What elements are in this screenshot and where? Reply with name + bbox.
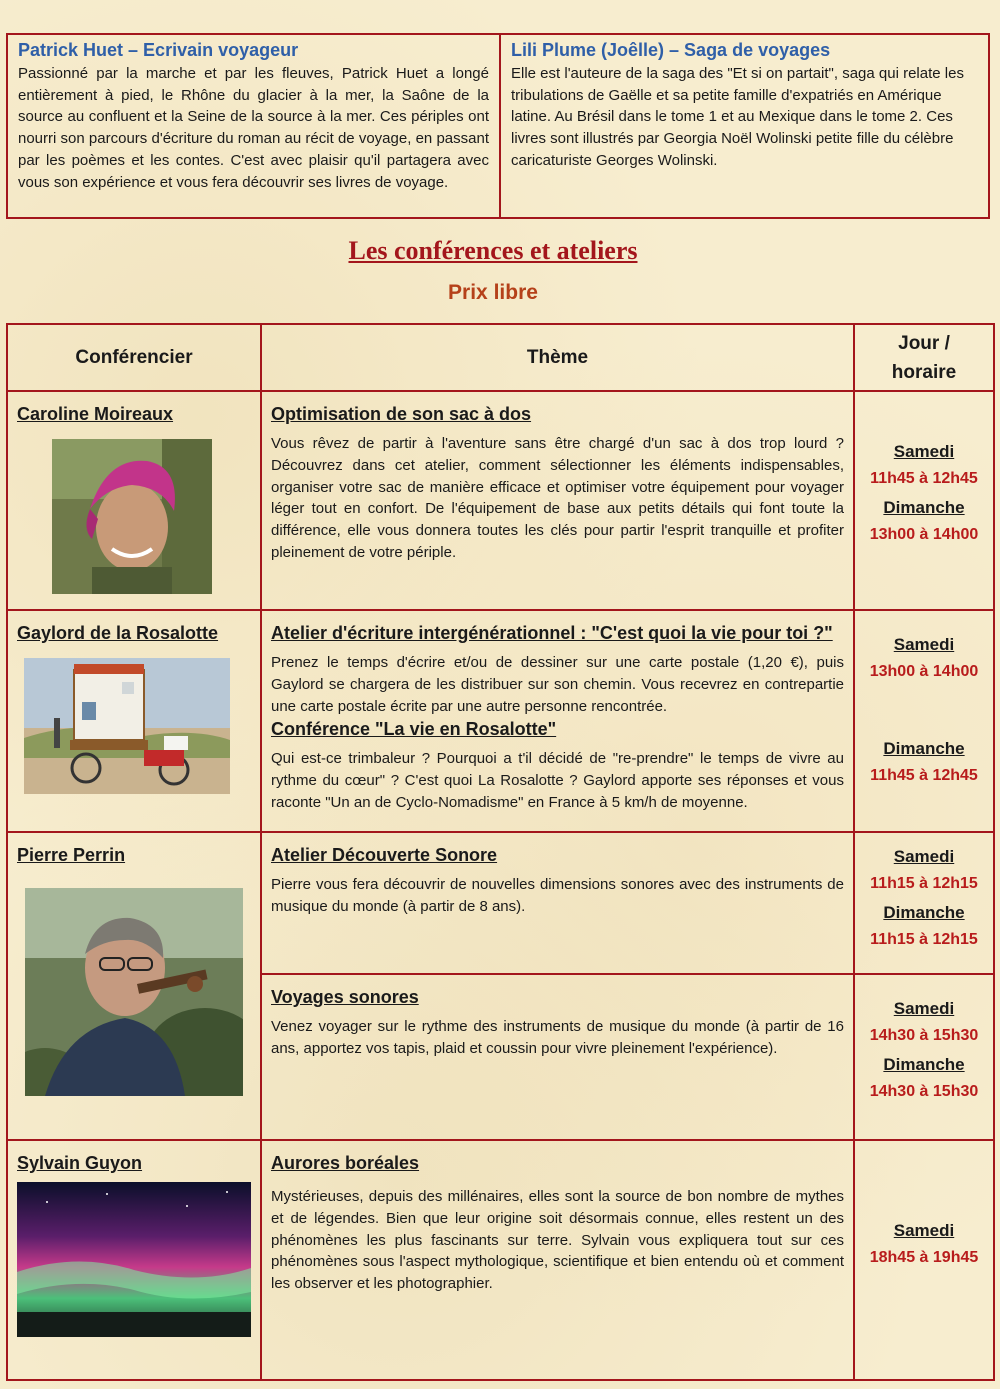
theme-cell [261,391,854,610]
speaker-photo-caroline [52,439,212,594]
theme-description: Vous rêvez de partir à l'aventure sans être chargé d'un sac à dos trop lourd ? Découvrez dans cet atelier, comment sélectionner les éléments indispensables, organiser votre sac de manière efficace et optimiser votre équipement pour voyager léger tout en confort. De l'équipement de base aux petits détails qui font toute la différence, elle vous donnera toutes les clés pour partir l'esprit tranquille et profiter pleinement de votre périple. [271,435,844,561]
table-row [7,391,994,610]
table-row [7,610,994,832]
theme-title: Aurores boréales [271,1153,420,1173]
header-time [854,324,994,391]
table-row [7,1140,994,1380]
theme-cell [261,610,854,832]
schedule-cell [854,1140,994,1380]
speaker-name: Caroline Moireaux [17,404,174,424]
section-title: Les conférences et ateliers [348,236,638,265]
header-time-line1: Jour / [898,332,950,354]
theme-title: Atelier Découverte Sonore [271,845,498,865]
theme-title: Conférence "La vie en Rosalotte" [271,719,557,740]
theme-title: Optimisation de son sac à dos [271,404,532,424]
speaker-cell [7,1140,261,1380]
author-description: Passionné par la marche et par les fleuves, Patrick Huet a longé entièrement à pied, le Rhône du glacier à la mer, la Saône de la source au confluent et la Seine de la source à la mer. Ces périples ont nourri son parcours d'écriture du roman au récit de voyage, en passant par les poèmes et les contes. C'est avec plaisir qu'il partagera avec vous son expérience et vous fera découvrir ses livres de voyage. [18,65,489,191]
header-speaker: Conférencier [7,324,261,391]
theme-cell [261,1140,854,1380]
speaker-cell [7,610,261,832]
theme-description: Pierre vous fera découvrir de nouvelles dimensions sonores avec des instruments de musique du monde (à partir de 8 ans). [271,876,844,915]
schedule-day: Dimanche [883,739,965,758]
author-lili-plume [501,35,988,217]
theme-title: Voyages sonores [271,987,419,1007]
theme-cell [261,832,854,974]
theme-description: Qui est-ce trimbaleur ? Pourquoi a t'il décidé de "re-prendre" le temps de vivre au rythme du cœur" ? C'est quoi La Rosalotte ? Gaylord apporte ses réponses et vous raconte "Un an de Cyclo-Nomadisme" en France à 5 km/h de moyenne. [271,750,844,811]
schedule-day: Samedi [893,999,955,1018]
section-subtitle: Prix libre [448,281,538,304]
schedule-cell [854,610,994,832]
author-name: Lili Plume (Joêlle) – Saga de voyages [511,40,831,60]
schedule-day: Samedi [893,847,955,866]
schedule-hour: 11h15 à 12h15 [870,931,978,948]
schedule-cell [854,832,994,974]
schedule-hour: 13h00 à 14h00 [869,526,979,543]
speaker-cell [7,832,261,1140]
speaker-name: Gaylord de la Rosalotte [17,623,219,643]
table-header-row [7,324,994,391]
conferences-table [6,323,995,1381]
schedule-day: Samedi [893,442,955,461]
schedule-hour: 14h30 à 15h30 [869,1027,979,1044]
speaker-photo-aurora [17,1182,251,1337]
table-row [7,832,994,974]
schedule-day: Dimanche [883,1055,965,1074]
schedule-day: Dimanche [883,903,965,922]
speaker-photo-pierre [25,888,243,1096]
header-theme: Thème [261,324,854,391]
schedule-hour: 11h45 à 12h45 [870,470,978,487]
theme-description: Prenez le temps d'écrire et/ou de dessiner sur une carte postale (1,20 €), puis Gaylord se chargera de les distribuer sur son chemin. Vous recevrez en contrepartie une carte postale écrite par une autre personne rencontrée. [271,654,844,715]
theme-description: Mystérieuses, depuis des millénaires, elles sont la source de bon nombre de mythes et de légendes. Bien que leur origine soit désormais connue, elles restent un des phénomènes les plus fascinants sur terre. Sylvain vous expliquera tout sur ces phénomènes sous l'aspect mythologique, scientifique et bien entendu où et comment les observer et les photographier. [271,1188,844,1293]
schedule-cell [854,391,994,610]
speaker-photo-rosalotte [24,658,230,794]
author-patrick-huet [8,35,501,217]
schedule-hour: 14h30 à 15h30 [869,1083,979,1100]
schedule-day: Dimanche [883,498,965,517]
schedule-hour: 18h45 à 19h45 [869,1249,979,1266]
author-name: Patrick Huet – Ecrivain voyageur [18,40,299,60]
theme-description: Venez voyager sur le rythme des instruments de musique du monde (à partir de 16 ans, apportez vos tapis, plaid et coussin pour vivre pleinement l'expérience). [271,1018,844,1057]
speaker-name: Sylvain Guyon [17,1153,143,1173]
speaker-name: Pierre Perrin [17,845,126,865]
author-description: Elle est l'auteure de la saga des "Et si on partait", saga qui relate les tribulations de Gaëlle et sa petite famille d'expatriés en Amérique latine. Au Brésil dans le tome 1 et au Mexique dans le tome 2. Ces livres sont illustrés par Georgia Noël Wolinski petite fille du célèbre caricaturiste Georges Wolinski. [511,65,964,169]
authors-table [6,33,990,219]
schedule-cell [854,974,994,1140]
theme-cell [261,974,854,1140]
schedule-hour: 11h45 à 12h45 [870,767,978,784]
schedule-day: Samedi [893,1221,955,1240]
schedule-day: Samedi [893,635,955,654]
header-time-line2: horaire [891,361,957,383]
schedule-hour: 13h00 à 14h00 [869,663,979,680]
schedule-hour: 11h15 à 12h15 [870,875,978,892]
theme-title: Atelier d'écriture intergénérationnel : "C'est quoi la vie pour toi ?" [271,623,833,643]
speaker-cell [7,391,261,610]
